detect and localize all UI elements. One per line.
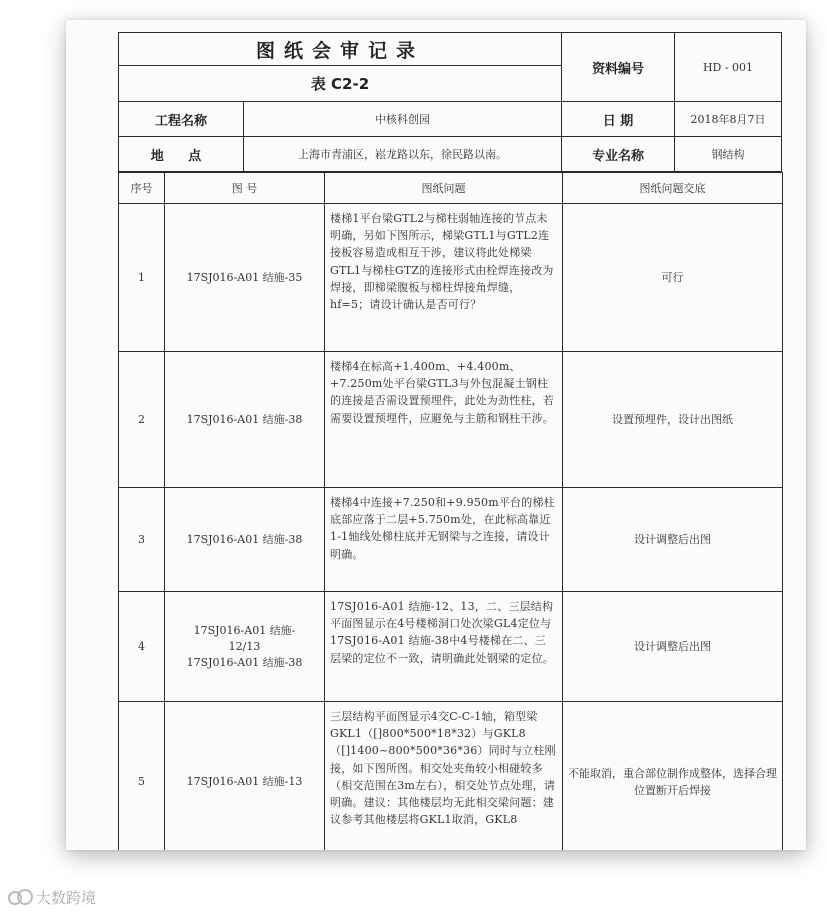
drawing-number: 17SJ016-A01 结施-38	[165, 352, 325, 488]
date-value: 2018年8月7日	[674, 101, 782, 137]
record-header	[118, 32, 782, 172]
review-table	[118, 172, 783, 850]
location-value: 上海市青浦区，崧龙路以东，徐民路以南。	[243, 136, 562, 172]
drawing-number: 17SJ016-A01 结施-13	[165, 702, 325, 851]
drawing-number	[165, 592, 325, 702]
issue-text: 楼梯4中连接+7.250和+9.950m平台的梯柱底部应落于二层+5.750m处，在此标高靠近1-1轴线处梯柱底并无钢梁与之连接，请设计明确。	[325, 488, 563, 592]
row-number: 5	[119, 702, 165, 851]
drawing-number: 17SJ016-A01 结施-35	[165, 204, 325, 352]
issue-text	[325, 702, 563, 851]
col-header-no: 序号	[119, 173, 165, 204]
project-name-label: 工程名称	[118, 101, 244, 137]
issue-text: 17SJ016-A01 结施-12、13，二、三层结构平面图显示在4号楼梯洞口处次梁GL4定位与17SJ016-A01 结施-38中4号楼梯在二、三层梁的定位不一致，请明确此处钢梁的定位。	[325, 592, 563, 702]
document-sheet	[66, 20, 806, 850]
table-row	[119, 592, 783, 702]
issue-text-clipped: 三层结构平面图显示4交C-C-1轴，箱型梁GKL1（[]800*500*18*32）与GKL8（[]1400~800*500*36*36）同时与立柱刚接，如下图所图。相交处夹角较小相碰较多（相交范围在3m左右），相交处节点处理，请明确。建议：其他楼层均无此相交梁问题：建议参考其他楼层将GKL1取消，GKL8	[330, 710, 556, 827]
specialty-label: 专业名称	[561, 136, 675, 172]
drawing-number-line: 17SJ016-A01 结施-	[193, 623, 296, 637]
issue-text: 楼梯1平台梁GTL2与梯柱弱轴连接的节点未明确，另如下图所示，梯梁GTL1与GTL2连接板容易造成相互干涉，建议将此处梯梁GTL1与梯柱GTZ的连接形式由栓焊连接改为焊接，即梯梁腹板与梯柱焊接角焊缝，hf=5；请设计确认是否可行？	[325, 204, 563, 352]
col-header-issue: 图纸问题	[325, 173, 563, 204]
table-row	[119, 702, 783, 851]
row-number: 4	[119, 592, 165, 702]
row-number: 3	[119, 488, 165, 592]
watermark-text: 大数跨境	[36, 888, 97, 907]
answer-text: 设计调整后出图	[563, 488, 783, 592]
issue-text: 楼梯4在标高+1.400m、+4.400m、+7.250m处平台梁GTL3与外包混凝土钢柱的连接是否需设置预埋件，此处为劲性柱，若需要设置预埋件，应避免与主筋和钢柱干涉。	[325, 352, 563, 488]
table-number: 表 C2-2	[118, 65, 562, 102]
specialty-value: 钢结构	[674, 136, 782, 172]
answer-text: 设计调整后出图	[563, 592, 783, 702]
table-header-row	[119, 173, 783, 204]
watermark-icon	[8, 888, 32, 906]
document-title: 图纸会审记录	[118, 32, 562, 66]
location-label: 地 点	[118, 136, 244, 172]
drawing-number-line: 12/13	[228, 639, 261, 653]
answer-text: 不能取消，重合部位制作成整体，选择合理位置断开后焊接	[563, 702, 783, 851]
answer-text: 可行	[563, 204, 783, 352]
doc-number-value: HD - 001	[674, 32, 782, 102]
watermark-logo	[8, 886, 96, 908]
date-label: 日 期	[561, 101, 675, 137]
drawing-number: 17SJ016-A01 结施-38	[165, 488, 325, 592]
table-row	[119, 352, 783, 488]
drawing-number-line: 17SJ016-A01 结施-38	[186, 655, 303, 669]
project-name-value: 中核科创园	[243, 101, 562, 137]
answer-text: 设置预埋件，设计出图纸	[563, 352, 783, 488]
col-header-answer: 图纸问题交底	[563, 173, 783, 204]
row-number: 1	[119, 204, 165, 352]
col-header-drawing: 图 号	[165, 173, 325, 204]
table-row	[119, 204, 783, 352]
doc-number-label: 资料编号	[561, 32, 675, 102]
table-row	[119, 488, 783, 592]
row-number: 2	[119, 352, 165, 488]
